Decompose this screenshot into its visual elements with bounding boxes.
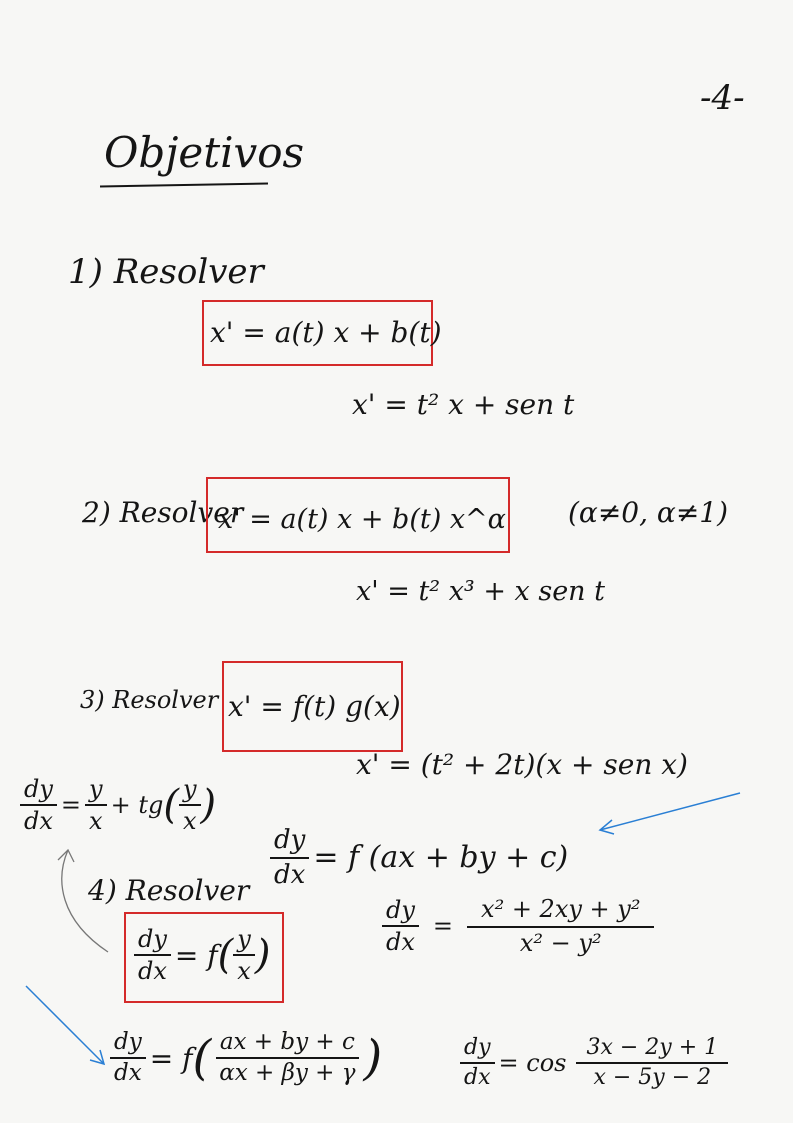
page-title: Objetivos — [104, 128, 305, 177]
fraction-denominator: dx — [138, 957, 167, 986]
fraction-denominator: dx — [24, 807, 53, 836]
equation-rhs: = f (ax + by + c) — [313, 840, 569, 876]
fraction-numerator: y — [85, 776, 107, 806]
fraction-denominator: x — [89, 807, 103, 836]
item-1-example: x' = t² x + sen t — [352, 388, 575, 421]
equation-bottom-left: $\frac{dy}{dx}$ = f ( $\frac{ax + by + c}{\alpha x + \beta y + \gamma}$ ) — [106, 1030, 382, 1087]
fraction-numerator: y — [233, 926, 255, 956]
item-3-equation: x' = f(t) g(x) — [228, 690, 401, 723]
fraction-numerator: dy — [134, 926, 171, 956]
gray-curved-arrow-icon — [58, 850, 108, 952]
fraction-numerator: dy — [20, 776, 57, 806]
page-number: -4- — [700, 78, 745, 118]
equation-rhs: = cos — [498, 1049, 567, 1078]
fraction-numerator: dy — [460, 1036, 495, 1064]
fraction-numerator: y — [179, 776, 201, 806]
fraction-numerator: ax + by + c — [216, 1030, 359, 1059]
item-2-condition: (α≠0, α≠1) — [568, 496, 729, 529]
fraction-numerator: dy — [382, 897, 419, 927]
item-4-equation: $\frac{dy}{dx}$ = f ( $\frac{y}{x}$ ) — [130, 926, 270, 985]
equation-rhs: = f — [174, 938, 218, 972]
item-2-equation: x' = a(t) x + b(t) x^α — [218, 504, 506, 535]
blue-arrow-right-icon — [600, 793, 740, 834]
fraction-numerator: x² + 2xy + y² — [467, 896, 654, 928]
fraction-denominator: x − 5y − 2 — [593, 1065, 712, 1091]
item-3-label: 3) Resolver — [80, 686, 219, 714]
item-1-equation: x' = a(t) x + b(t) — [210, 316, 442, 349]
item-3-example: x' = (t² + 2t)(x + sen x) — [356, 748, 688, 781]
fraction-numerator: 3x − 2y + 1 — [576, 1036, 728, 1064]
fraction-denominator: dx — [386, 928, 415, 957]
equation-left-tg: $\frac{dy}{dx}$ = $\frac{y}{x}$ + tg ( $\frac{y}{x}$ ) — [16, 776, 216, 835]
blue-arrow-diagonal-icon — [26, 986, 104, 1064]
fraction-denominator: dx — [114, 1060, 142, 1087]
item-4-label: 4) Resolver — [88, 874, 250, 907]
fraction-numerator: dy — [270, 826, 309, 859]
tg-term: + tg — [110, 791, 164, 820]
fraction-denominator: x — [182, 807, 197, 836]
item-2-label: 2) Resolver — [82, 496, 244, 529]
fraction-denominator: dx — [464, 1065, 491, 1091]
item-2-example: x' = t² x³ + x sen t — [356, 576, 605, 607]
equation-rhs: = f — [149, 1041, 193, 1075]
equals-sign: = — [60, 791, 82, 820]
fraction-denominator: x² − y² — [519, 929, 602, 958]
fraction-numerator: dy — [110, 1030, 146, 1059]
fraction-denominator: αx + βy + γ — [219, 1060, 356, 1087]
fraction-denominator: x — [237, 957, 251, 986]
equals-sign: = — [432, 912, 454, 941]
fraction-denominator: dx — [274, 859, 306, 890]
item-1-label: 1) Resolver — [68, 252, 264, 292]
